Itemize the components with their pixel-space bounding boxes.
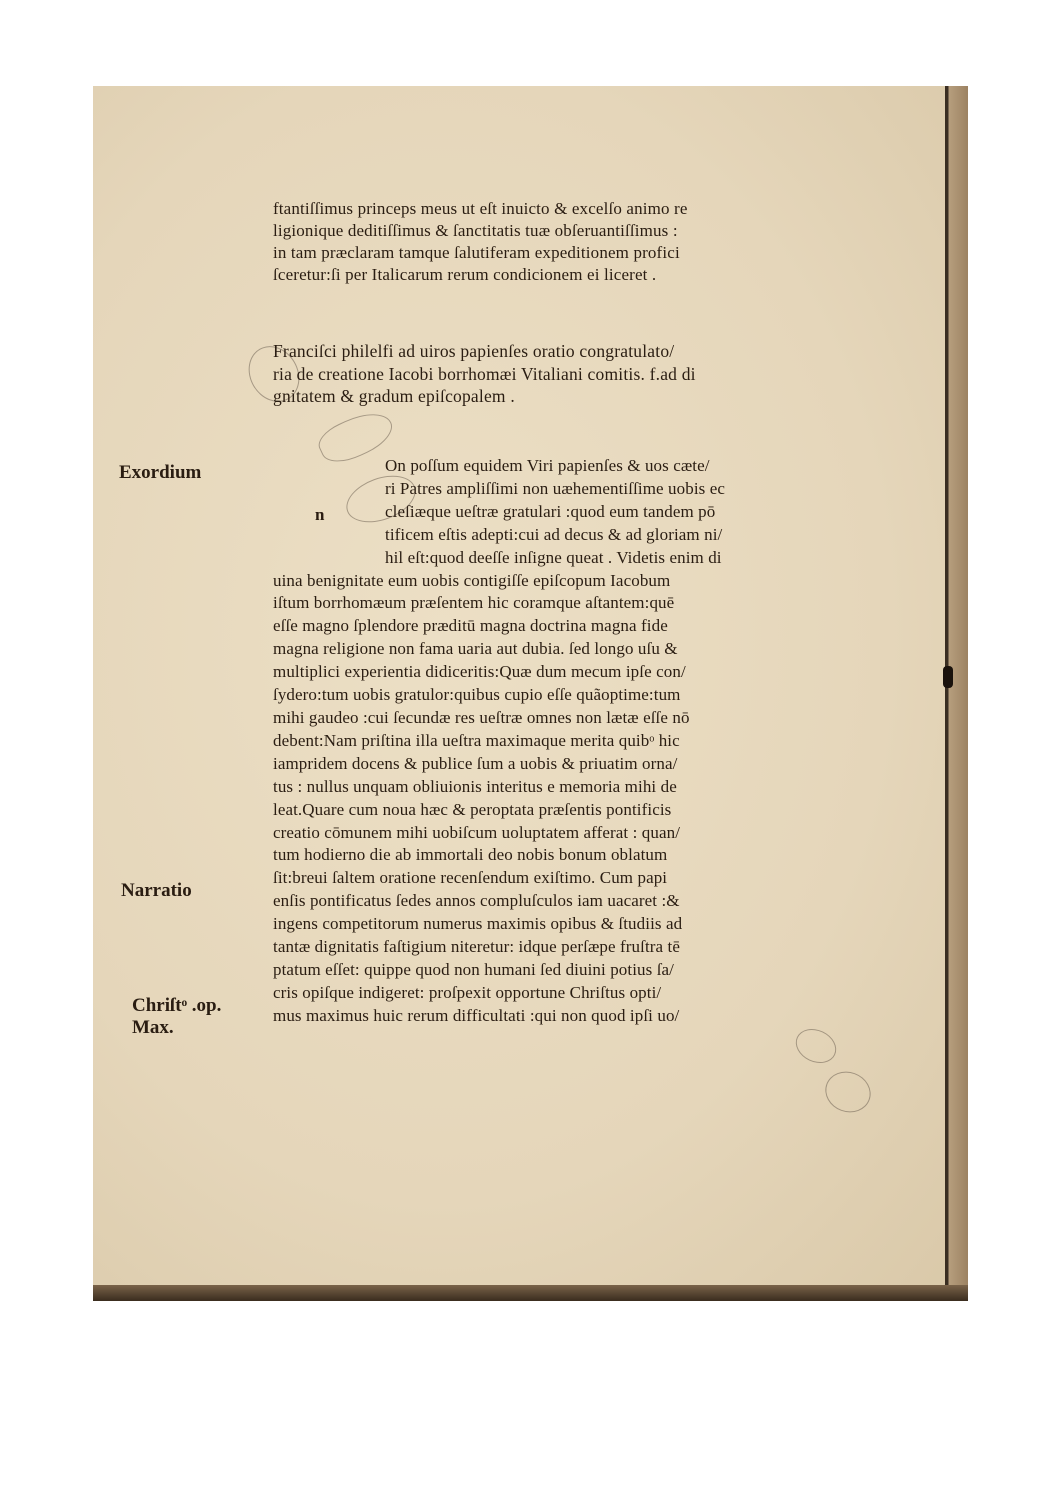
body-line: creatio cōmunem mihi uobiſcum uoluptatem afferat : quan/	[273, 822, 681, 842]
margin-note-christus	[132, 995, 221, 1039]
body-line: ſydero:tum uobis gratulor:quibus cupio eſſe quãoptime:tum	[273, 685, 681, 705]
margin-note-line: Chriſtᵒ .op.	[132, 995, 222, 1016]
body-line: On poſſum equidem Viri papienſes & uos cæte/	[385, 456, 710, 475]
body-line: ptatum eſſet: quippe quod non humani ſed diuini potius ſa/	[273, 959, 674, 979]
body-line: iſtum borrhomæum præſentem hic coramque aſtantem:quē	[273, 593, 675, 613]
binding-mark	[943, 666, 953, 688]
body-line: iampridem docens & publice ſum a uobis & priuatim orna/	[273, 753, 678, 773]
body-line: enſis pontificatus ſedes annos compluſculos iam uacaret :&	[273, 891, 680, 911]
title-line: gnitatem & gradum epiſcopalem .	[273, 386, 515, 406]
body-line: cleſiæque ueſtræ gratulari :quod eum tandem pō	[385, 501, 716, 521]
body-line: mus maximus huic rerum difficultati :qui non quod ipſi uo/	[273, 1005, 680, 1025]
body-line: ri Patres ampliſſimi non uæhementiſſime uobis ec	[385, 478, 726, 498]
opening-paragraph	[273, 198, 873, 286]
margin-note-line: Max.	[132, 1017, 174, 1038]
body-line: leat.Quare cum noua hæc & peroptata præſentis pontificis	[273, 799, 672, 819]
body-line: eſſe magno ſplendore præditū magna doctrina magna fide	[273, 616, 668, 636]
book-fore-edge	[945, 86, 968, 1301]
body-line: tus : nullus unquam obliuionis interitus e memoria mihi de	[273, 776, 677, 796]
body-line: tum hodierno die ab immortali deo nobis bonum oblatum	[273, 845, 668, 865]
title-line: ria de creatione Iacobi borrhomæi Vitaliani comitis. f.ad di	[273, 363, 696, 384]
oration-body	[273, 455, 873, 1028]
body-line: ſit:breui ſaltem oratione recenſendum exiſtimo. Cum papi	[273, 868, 668, 888]
body-line: debent:Nam priſtina illa ueſtra maximaque merita quibᵒ hic	[273, 730, 680, 750]
body-line: cris opiſque indigeret: proſpexit opportune Chriſtus opti/	[273, 982, 662, 1002]
body-line: multiplici experientia didiceritis:Quæ dum mecum ipſe con/	[273, 662, 686, 682]
oration-title	[273, 340, 873, 408]
margin-note-exordium: Exordium	[119, 462, 202, 483]
title-line: Franciſci philelfi ad uiros papienſes oratio congratulato/	[273, 341, 675, 361]
text-line: ſceretur:ſi per Italicarum rerum condicionem ei liceret .	[273, 265, 657, 284]
book-bottom-edge	[93, 1285, 968, 1301]
body-line: hil eſt:quod deeſſe inſigne queat . Videtis enim di	[385, 547, 722, 567]
body-line: uina benignitate eum uobis contigiſſe epiſcopum Iacobum	[273, 570, 671, 590]
body-line: tantæ dignitatis faſtigium niteretur: idque perſæpe fruſtra tē	[273, 937, 681, 957]
body-line: tificem eſtis adepti:cui ad decus & ad gloriam ni/	[385, 524, 723, 544]
text-line: ftantiſſimus princeps meus ut eſt inuicto & excelſo animo re	[273, 199, 688, 218]
body-line: mihi gaudeo :cui ſecundæ res ueſtræ omnes non lætæ eſſe nō	[273, 707, 690, 727]
text-line: in tam præclaram tamque ſalutiferam expeditionem profici	[273, 243, 680, 262]
guide-letter: n	[315, 505, 325, 524]
margin-note-narratio: Narratio	[121, 880, 192, 901]
body-line: magna religione non fama uaria aut dubia. ſed longo uſu &	[273, 639, 678, 659]
body-line: ingens competitorum numerus maximis opibus & ſtudiis ad	[273, 914, 683, 934]
text-line: ligionique deditiſſimus & ſanctitatis tuæ obſeruantiſſimus :	[273, 221, 678, 240]
